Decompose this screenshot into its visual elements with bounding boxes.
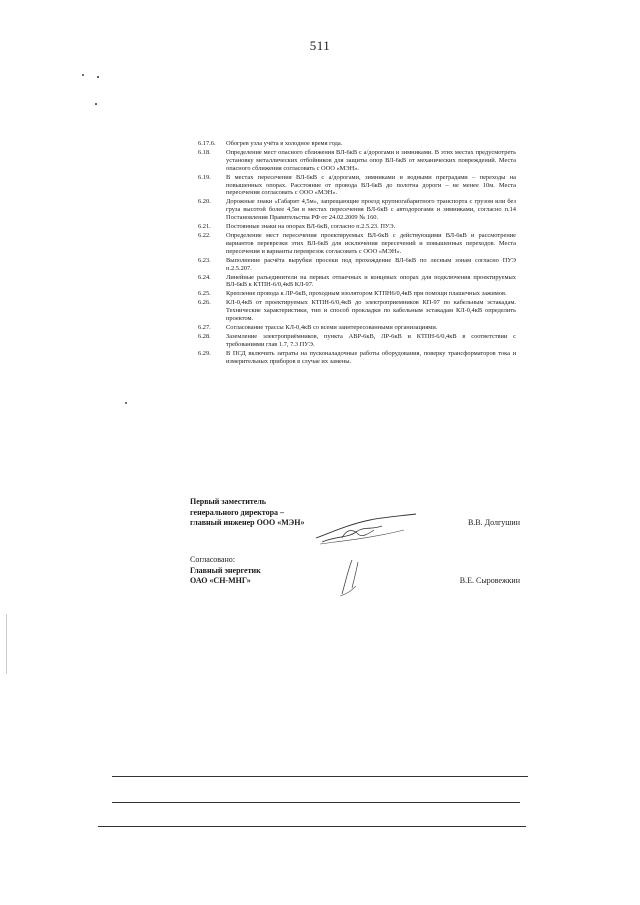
list-item bbox=[198, 257, 516, 273]
signatory-title: генерального директора – bbox=[190, 507, 285, 517]
item-text: Линейные разъединители на первых отпаечных и концевых опорах для подключения проектируемых ВЛ-6кВ к КТПН-6/0,4кВ КЛ-97. bbox=[226, 273, 516, 289]
signatory-title: главный инженер ООО «МЭН» bbox=[190, 518, 305, 527]
item-text: Обогрев узла учёта в холодное время года. bbox=[226, 140, 343, 147]
signatory-name: В.В. Долгушин bbox=[467, 518, 520, 527]
list-item bbox=[198, 274, 516, 290]
list-item bbox=[198, 140, 516, 148]
item-text: Согласование трассы КЛ-0,4кВ со всеми заинтересованными организациями. bbox=[226, 323, 438, 331]
list-item bbox=[198, 290, 516, 298]
scan-speck bbox=[95, 103, 97, 105]
list-item bbox=[198, 198, 516, 222]
item-number: 6.18. bbox=[198, 148, 211, 156]
item-number: 6.20. bbox=[198, 198, 211, 206]
scan-speck bbox=[82, 74, 84, 76]
item-text: Крепление провода к ЛР-6кВ, проходным изолятором КТПН6/0,4кВ при помощи плашечных зажимов. bbox=[226, 290, 507, 298]
signatory-title: Первый заместитель bbox=[190, 497, 266, 506]
item-number: 6.17.6. bbox=[198, 140, 216, 147]
scan-speck bbox=[125, 402, 127, 404]
list-item bbox=[198, 232, 516, 256]
item-number: 6.25. bbox=[198, 290, 211, 298]
list-item bbox=[198, 299, 516, 323]
signatory-name: В.Е. Сыровежкин bbox=[459, 576, 520, 585]
item-text: КЛ-0,4кВ от проектируемых КТПН-6/0,4кВ до электроприемников КП-97 по кабельным эстакадам. Технические характеристики, тип и способ прокладки по кабельным эстакадам КЛ-0,4кВ определить проектом. bbox=[226, 299, 516, 323]
handwritten-signature-2 bbox=[330, 556, 370, 600]
footer-rule bbox=[112, 802, 520, 803]
item-text: Дорожные знаки «Габарит 4,5м», запрещающие проезд крупногабаритного транспорта с грузом или без груза высотой более 4,5м в местах пересечения ВЛ-6кВ с автодорогами и зимниками, согласно п.14 Постановления Правительства РФ от 24.02.2009 № 160. bbox=[226, 198, 516, 222]
item-number: 6.23. bbox=[198, 256, 211, 264]
scan-speck bbox=[97, 76, 99, 78]
signatory-title: Главный энергетик bbox=[190, 565, 261, 575]
item-text: Заземление электроприёмников, пункта АВР-6кВ, ЛР-6кВ и КТПН-6/0,4кВ в соответствии с требованиями глав 1.7, 7.3 ПУЭ. bbox=[226, 332, 516, 348]
item-number: 6.22. bbox=[198, 231, 211, 239]
page-number: 511 bbox=[309, 38, 331, 53]
footer-rule bbox=[98, 826, 526, 827]
agreed-label: Согласовано: bbox=[190, 555, 236, 564]
item-number: 6.21. bbox=[198, 223, 211, 231]
list-item bbox=[198, 324, 516, 332]
signatory-title: ОАО «СН-МНГ» bbox=[190, 576, 251, 585]
scan-speck bbox=[6, 614, 7, 674]
item-text: Выполнение расчёта вырубки просеки под прохождение ВЛ-6кВ по лесным зонам согласно ПУЭ п.2.5.207. bbox=[226, 256, 516, 272]
item-text: Определение мест опасного сближения ВЛ-6кВ с а/дорогами и зимниками. В этих местах предусмотреть установку металлических отбойников для защиты опор ВЛ-6кВ от механических повреждений. Места опасного сближения согласовать с ООО «МЭН». bbox=[226, 148, 516, 172]
item-number: 6.29. bbox=[198, 349, 211, 357]
item-number: 6.27. bbox=[198, 323, 211, 331]
list-item bbox=[198, 174, 516, 198]
item-number: 6.28. bbox=[198, 332, 211, 340]
list-item bbox=[198, 350, 516, 366]
requirements-list bbox=[198, 140, 516, 366]
footer-rule bbox=[112, 776, 528, 777]
item-number: 6.26. bbox=[198, 299, 211, 307]
item-number: 6.24. bbox=[198, 273, 211, 281]
item-text: Определение мест пересечения проектируемых ВЛ-6кВ с действующими ВЛ-6кВ и рассмотрение вариантов переврезки этих ВЛ-6кВ для исключения пересечений и повышенных переходов. Места пересечения и варианты переврезок согласовать с ООО «МЭН». bbox=[226, 231, 516, 255]
handwritten-signature-1 bbox=[312, 508, 422, 548]
list-item bbox=[198, 149, 516, 173]
list-item bbox=[198, 333, 516, 349]
item-text: В ПСД включить затраты на пусконаладочные работы оборудования, поверку трансформаторов тока и измерительных приборов в случае их замены. bbox=[226, 349, 516, 365]
item-text: Постоянные знаки на опорах ВЛ-6кВ, согласно п.2.5.23. ПУЭ. bbox=[226, 223, 396, 231]
item-number: 6.19. bbox=[198, 173, 211, 181]
item-text: В местах пересечения ВЛ-6кВ с а/дорогами, зимниками и водными преградами – переходы на повышенных опорах. Расстояние от провода ВЛ-6кВ до полотна дороги – не менее 10м. Места пересечения согласовать с ООО «МЭН». bbox=[226, 173, 516, 197]
list-item bbox=[198, 223, 516, 231]
